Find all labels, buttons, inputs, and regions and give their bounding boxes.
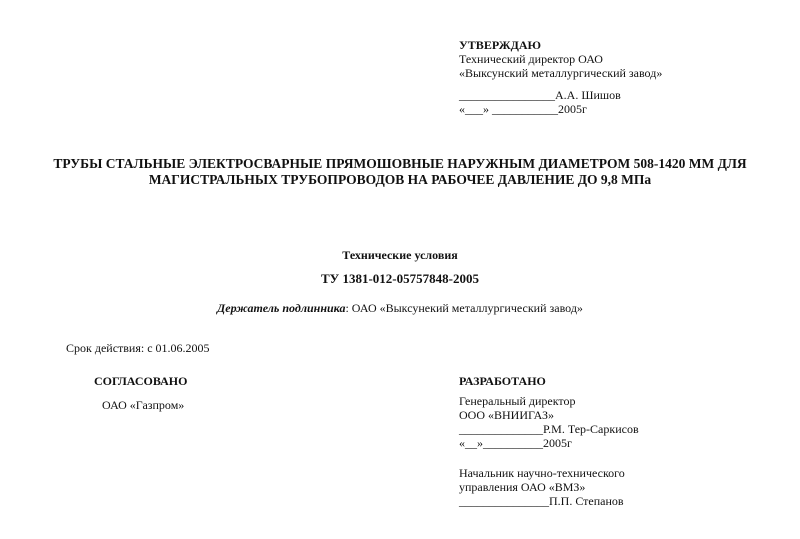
holder-label: Держатель подлинника <box>217 301 346 315</box>
approve-date-line: «___» ___________2005г <box>459 102 587 116</box>
developed-sign1: ______________Р.М. Тер-Саркисов <box>459 422 639 436</box>
developed-pos2-line2: управления ОАО «ВМЗ» <box>459 480 586 494</box>
developed-sign2: _______________П.П. Степанов <box>459 494 624 508</box>
agreed-block <box>94 374 187 412</box>
holder-value: : ОАО «Выксунекий металлургический завод» <box>345 301 583 315</box>
approve-heading: УТВЕРЖДАЮ <box>459 38 542 52</box>
spec-label: Технические условия <box>342 248 458 262</box>
title-line-1: ТРУБЫ СТАЛЬНЫЕ ЭЛЕКТРОСВАРНЫЕ ПРЯМОШОВНЫЕ НАРУЖНЫМ ДИАМЕТРОМ 508-1420 ММ ДЛЯ <box>53 156 747 171</box>
approve-position: Технический директор ОАО <box>459 52 603 66</box>
approval-block <box>459 38 662 116</box>
validity-line: Срок действия: с 01.06.2005 <box>66 341 210 355</box>
developed-pos1: Генеральный директор <box>459 394 576 408</box>
document-title <box>0 156 800 188</box>
agreed-heading: СОГЛАСОВАНО <box>94 374 188 388</box>
agreed-org: ОАО «Газпром» <box>102 398 185 412</box>
developed-block <box>459 374 639 508</box>
spec-code: ТУ 1381-012-05757848-2005 <box>321 271 479 286</box>
developed-org1: ООО «ВНИИГАЗ» <box>459 408 555 422</box>
developed-pos2-line1: Начальник научно-технического <box>459 466 625 480</box>
title-line-2: МАГИСТРАЛЬНЫХ ТРУБОПРОВОДОВ НА РАБОЧЕЕ ДАВЛЕНИЕ ДО 9,8 МПа <box>148 172 652 187</box>
holder-line <box>0 301 800 315</box>
approve-company: «Выксунский металлургический завод» <box>459 66 663 80</box>
developed-heading: РАЗРАБОТАНО <box>459 374 546 388</box>
developed-date1: «__»__________2005г <box>459 436 572 450</box>
approve-sign-line: ________________А.А. Шишов <box>459 88 621 102</box>
